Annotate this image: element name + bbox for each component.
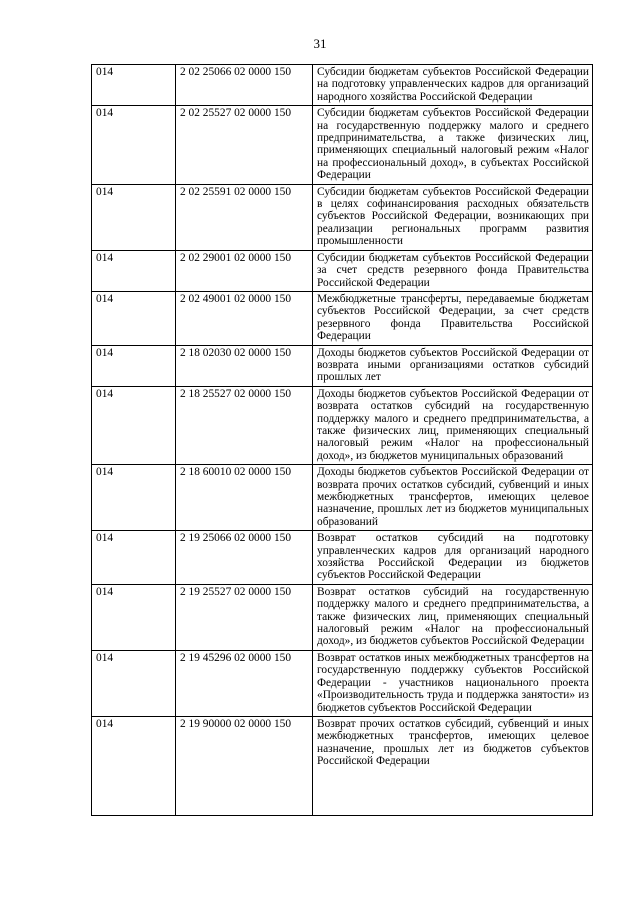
description-cell: Субсидии бюджетам субъектов Российской Федерации на подготовку управленческих кадров для организаций народного хозяйства Российской Федерации (313, 65, 593, 106)
table-row (92, 716, 593, 815)
description-cell: Доходы бюджетов субъектов Российской Федерации от возврата прочих остатков субсидий, субвенций и иных межбюджетных трансфертов, имеющих целевое назначение, прошлых лет из бюджетов муниципальных образований (313, 465, 593, 531)
budget-code-cell: 2 02 29001 02 0000 150 (176, 250, 313, 291)
table-row (92, 584, 593, 650)
budget-code-cell: 2 18 02030 02 0000 150 (176, 345, 313, 386)
table-row (92, 386, 593, 464)
table-row (92, 291, 593, 345)
table-row (92, 250, 593, 291)
table-row (92, 650, 593, 716)
admin-code-cell: 014 (92, 291, 176, 345)
budget-code-cell: 2 02 25527 02 0000 150 (176, 106, 313, 184)
budget-code-cell: 2 18 25527 02 0000 150 (176, 386, 313, 464)
description-cell: Возврат остатков субсидий на государственную поддержку малого и среднего предпринимательства, а также физических лиц, применяющих специальный налоговый режим «Налог на профессиональный доход», из бюджетов субъектов Российской Федерации (313, 584, 593, 650)
budget-classification-table (91, 64, 593, 816)
budget-code-cell: 2 02 49001 02 0000 150 (176, 291, 313, 345)
budget-code-cell: 2 18 60010 02 0000 150 (176, 465, 313, 531)
description-cell: Доходы бюджетов субъектов Российской Федерации от возврата иными организациями остатков субсидий прошлых лет (313, 345, 593, 386)
admin-code-cell: 014 (92, 465, 176, 531)
admin-code-cell: 014 (92, 345, 176, 386)
table-row (92, 465, 593, 531)
budget-code-cell: 2 19 25527 02 0000 150 (176, 584, 313, 650)
budget-code-cell: 2 19 45296 02 0000 150 (176, 650, 313, 716)
admin-code-cell: 014 (92, 250, 176, 291)
description-cell: Возврат остатков иных межбюджетных трансфертов на государственную поддержку субъектов Российской Федерации - участников национального проекта «Производительность труда и поддержка занятости» из бюджетов субъектов Российской Федерации (313, 650, 593, 716)
table-row (92, 106, 593, 184)
description-cell: Субсидии бюджетам субъектов Российской Федерации на государственную поддержку малого и среднего предпринимательства, а также физических лиц, применяющих специальный налоговый режим «Налог на профессиональный доход», в субъектах Российской Федерации (313, 106, 593, 184)
budget-code-cell: 2 19 90000 02 0000 150 (176, 716, 313, 815)
budget-code-cell: 2 19 25066 02 0000 150 (176, 531, 313, 585)
admin-code-cell: 014 (92, 584, 176, 650)
admin-code-cell: 014 (92, 716, 176, 815)
table-row (92, 184, 593, 250)
admin-code-cell: 014 (92, 106, 176, 184)
description-cell: Возврат прочих остатков субсидий, субвенций и иных межбюджетных трансфертов, имеющих целевое назначение, прошлых лет из бюджетов субъектов Российской Федерации (313, 716, 593, 815)
description-cell: Субсидии бюджетам субъектов Российской Федерации за счет средств резервного фонда Правительства Российской Федерации (313, 250, 593, 291)
budget-code-cell: 2 02 25591 02 0000 150 (176, 184, 313, 250)
description-cell: Возврат остатков субсидий на подготовку управленческих кадров для организаций народного хозяйства Российской Федерации из бюджетов субъектов Российской Федерации (313, 531, 593, 585)
table-row (92, 531, 593, 585)
admin-code-cell: 014 (92, 386, 176, 464)
table-row (92, 65, 593, 106)
table-row (92, 345, 593, 386)
description-cell: Субсидии бюджетам субъектов Российской Федерации в целях софинансирования расходных обязательств субъектов Российской Федерации, возникающих при реализации региональных программ развития промышленности (313, 184, 593, 250)
admin-code-cell: 014 (92, 650, 176, 716)
page-number: 31 (313, 36, 327, 51)
admin-code-cell: 014 (92, 65, 176, 106)
admin-code-cell: 014 (92, 184, 176, 250)
description-cell: Межбюджетные трансферты, передаваемые бюджетам субъектов Российской Федерации, за счет средств резервного фонда Правительства Российской Федерации (313, 291, 593, 345)
admin-code-cell: 014 (92, 531, 176, 585)
description-cell: Доходы бюджетов субъектов Российской Федерации от возврата остатков субсидий на государственную поддержку малого и среднего предпринимательства, а также физических лиц, применяющих специальный налоговый режим «Налог на профессиональный доход», из бюджетов муниципальных образований (313, 386, 593, 464)
budget-code-cell: 2 02 25066 02 0000 150 (176, 65, 313, 106)
